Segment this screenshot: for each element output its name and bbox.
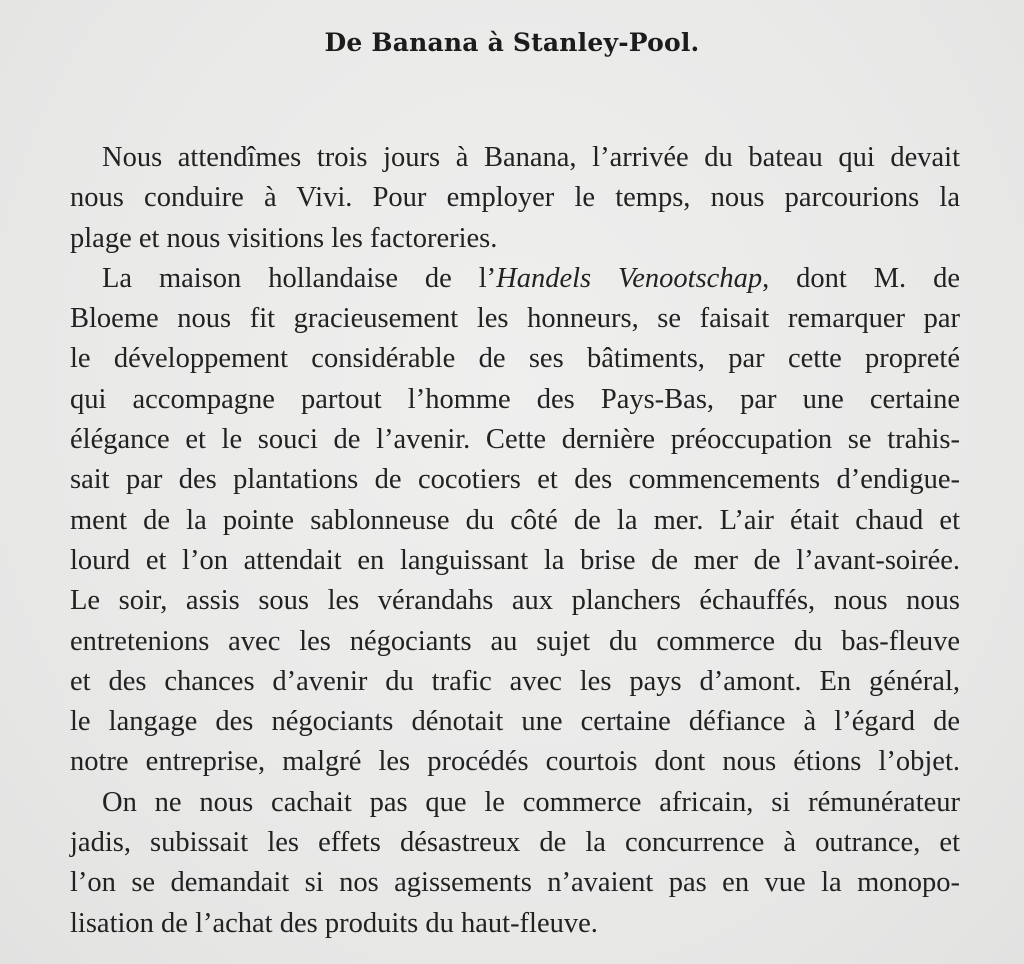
text-line: ment de la pointe sablonneuse du côté de la mer. L’air était chaud et	[70, 504, 960, 536]
body-text	[70, 138, 960, 944]
text-line: nous conduire à Vivi. Pour employer le temps, nous parcourions la	[70, 182, 960, 214]
text-line: le développement considérable de ses bâtiments, par cette propreté	[70, 343, 960, 375]
page-title: De Banana à Stanley-Pool.	[324, 28, 700, 57]
text-line: le langage des négociants dénotait une certaine défiance à l’égard de	[70, 706, 960, 738]
italic-company-name: Handels Venootschap	[496, 262, 763, 294]
text-line: et des chances d’avenir du trafic avec les pays d’amont. En général,	[70, 665, 960, 697]
text-fragment: , dont M. de	[762, 262, 960, 294]
text-line: On ne nous cachait pas que le commerce africain, si rémunérateur	[102, 786, 960, 818]
text-line: l’on se demandait si nos agissements n’avaient pas en vue la monopo-	[70, 867, 960, 899]
text-line: lisation de l’achat des produits du haut-fleuve.	[70, 907, 598, 939]
text-line	[70, 259, 960, 299]
text-line: Bloeme nous fit gracieusement les honneurs, se faisait remarquer par	[70, 303, 960, 335]
text-line: plage et nous visitions les factoreries.	[70, 222, 498, 254]
text-line: qui accompagne partout l’homme des Pays-Bas, par une certaine	[70, 383, 960, 415]
text-line: sait par des plantations de cocotiers et des commencements d’endigue-	[70, 464, 960, 496]
text-fragment: La maison hollandaise de l’	[102, 262, 497, 294]
text-line: Le soir, assis sous les vérandahs aux planchers échauffés, nous nous	[70, 585, 960, 617]
text-line: notre entreprise, malgré les procédés courtois dont nous étions l’objet.	[70, 746, 960, 778]
text-line: jadis, subissait les effets désastreux de la concurrence à outrance, et	[70, 827, 960, 859]
text-line: Nous attendîmes trois jours à Banana, l’arrivée du bateau qui devait	[102, 142, 960, 173]
text-line: élégance et le souci de l’avenir. Cette dernière préoccupation se trahis-	[70, 424, 960, 456]
text-line: lourd et l’on attendait en languissant la brise de mer de l’avant-soirée.	[70, 544, 960, 576]
text-line: entretenions avec les négociants au sujet du commerce du bas-fleuve	[70, 625, 960, 657]
